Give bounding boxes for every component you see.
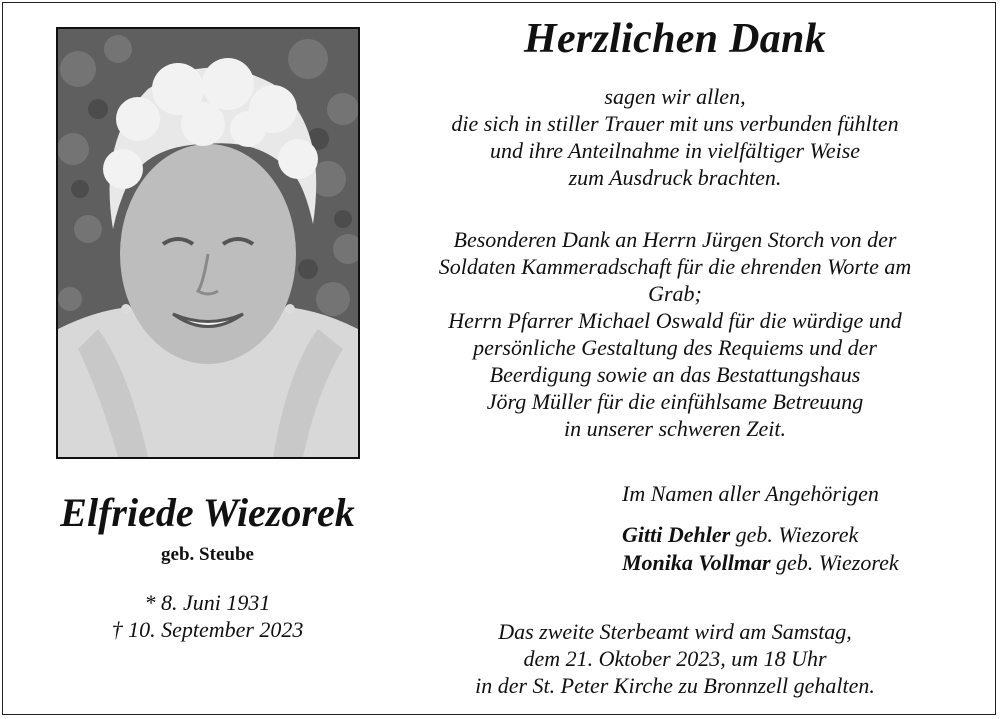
special-line: Herrn Pfarrer Michael Oswald für die würdige und [448, 308, 902, 333]
special-line: Jörg Müller für die einfühlsame Betreuung [486, 389, 864, 414]
service-paragraph [380, 618, 970, 699]
thanks-line: sagen wir allen, [604, 84, 746, 109]
maiden-name: geb. Steube [161, 544, 254, 565]
special-line: Grab; [648, 281, 702, 306]
special-line: Beerdigung sowie an das Bestattungshaus [489, 362, 861, 387]
portrait-photo [56, 27, 360, 459]
special-line: in unserer schweren Zeit. [563, 416, 786, 441]
life-dates [20, 589, 395, 643]
signatory-suffix: geb. Wiezorek [770, 550, 899, 575]
thanks-line: und ihre Anteilnahme in vielfältiger Weise [489, 138, 861, 163]
signatory [622, 521, 858, 548]
signatory-suffix: geb. Wiezorek [730, 522, 859, 547]
deceased-name: Elfriede Wiezorek [60, 490, 355, 535]
thanks-line: die sich in stiller Trauer mit uns verbunden fühlten [451, 111, 899, 136]
special-line: Besonderen Dank an Herrn Jürgen Storch von der [453, 227, 897, 252]
thanks-paragraph [380, 83, 970, 191]
service-line: Das zweite Sterbeamt wird am Samstag, [498, 619, 852, 644]
birth-date: * 8. Juni 1931 [144, 590, 271, 615]
special-line: Soldaten Kammeradschaft für die ehrenden Worte am [438, 254, 912, 279]
signatory-name: Monika Vollmar [622, 550, 771, 575]
signatory [622, 549, 899, 576]
on-behalf-line: Im Namen aller Angehörigen [622, 481, 879, 506]
thanks-line: zum Ausdruck brachten. [568, 165, 782, 190]
notice-title: Herzlichen Dank [523, 16, 827, 62]
service-line: in der St. Peter Kirche zu Bronnzell gehalten. [475, 673, 875, 698]
death-date: † 10. September 2023 [111, 617, 304, 642]
signatory-name: Gitti Dehler [622, 522, 731, 547]
special-line: persönliche Gestaltung des Requiems und der [473, 335, 877, 360]
service-line: dem 21. Oktober 2023, um 18 Uhr [523, 646, 827, 671]
special-thanks-paragraph [380, 226, 970, 442]
